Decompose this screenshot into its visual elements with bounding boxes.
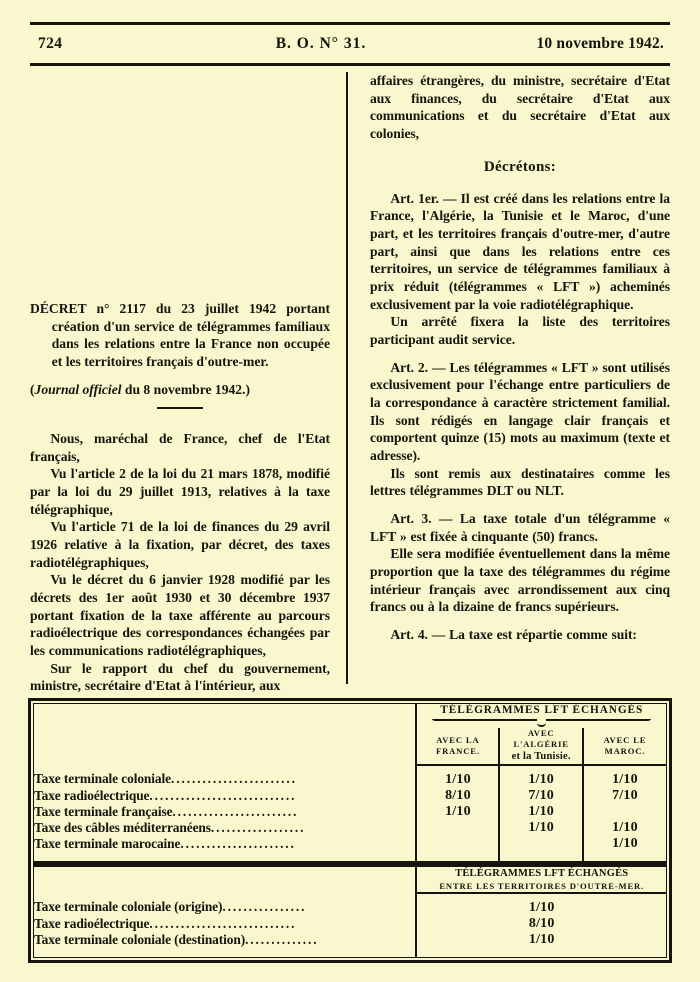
tax-distribution-tables [28, 698, 672, 963]
table1-value-3-france [416, 820, 499, 836]
table-row [34, 765, 667, 788]
table2-value-1: 8/10 [416, 916, 666, 932]
article-3-paragraph-1: Art. 3. — La taxe totale d'un télégramme « LFT » est fixée à cinquante (50) francs. [370, 511, 670, 544]
table2-row-label-0-text: Taxe terminale coloniale (origine) [34, 899, 223, 915]
preamble-paragraph-1: Nous, maréchal de France, chef de l'Etat français, [30, 431, 330, 464]
right-column [370, 72, 670, 684]
table2-row-label-1-text: Taxe radioélectrique [34, 915, 150, 931]
article-3-paragraph-2: Elle sera modifiée éventuellement dans la même proportion que la taxe des télégrammes du régime intérieur français avec arrondissement aux cinq francs ou à la dizaine de francs supérieurs. [370, 546, 670, 615]
preamble-paragraph-5-continued: affaires étrangères, du ministre, secrétaire d'Etat aux finances, du secrétaire d'Etat aux communications et du secrétaire d'Etat aux colonies, [370, 73, 670, 142]
table1-col-header-algerie-line1: AVEC L'ALGÉRIE [513, 728, 569, 750]
table2-row-leader-1: ............................ [149, 915, 297, 931]
table1-span-header-text: TÉLÉGRAMMES LFT ÉCHANGÉS [440, 704, 644, 716]
table1-row-label-2-text: Taxe terminale française [34, 803, 173, 819]
table2-row-leader-2: .............. [245, 931, 319, 947]
table-row [34, 893, 667, 916]
table1-value-2-maroc [583, 804, 667, 820]
table1-value-3-maroc: 1/10 [583, 820, 667, 836]
table-row [34, 788, 667, 804]
column-divider-rule [346, 72, 348, 684]
issue-date: 10 novembre 1942. [536, 35, 664, 52]
two-column-body [30, 72, 670, 694]
decree-title-text: n° 2117 du 23 juillet 1942 portant création d'un service de télégrammes familiaux dans les relations entre la France non occupée et les territoires français d'outre-mer. [51, 301, 330, 370]
folio-number: 724 [38, 35, 63, 52]
table2-row-label-2 [34, 932, 417, 958]
table1-row-label-1 [34, 788, 417, 804]
table2-row-label-1 [34, 916, 417, 932]
table1-row-leader-3: .................. [210, 819, 306, 835]
table1-col-header-algerie-line2: et la Tunisie. [511, 751, 571, 763]
table-row [34, 804, 667, 820]
section-dinkus-rule [157, 407, 203, 409]
table1-value-4-france [416, 836, 499, 862]
decree-lead-word: DÉCRET [30, 301, 87, 316]
decretons-heading: Décrétons: [483, 158, 557, 175]
journal-officiel-italic: Journal officiel [34, 381, 122, 397]
table1-row-label-3 [34, 820, 417, 836]
article-4-paragraph-1: Art. 4. — La taxe est répartie comme suit: [390, 627, 637, 643]
preamble-block [30, 430, 330, 695]
table1-value-0-france: 1/10 [416, 765, 499, 788]
table2-row-leader-0: ................ [222, 899, 307, 915]
table1-row-label-0-text: Taxe terminale coloniale [34, 771, 171, 787]
table2-span-header [416, 866, 666, 892]
table1-value-0-maroc: 1/10 [583, 765, 667, 788]
table-row [34, 704, 667, 729]
table1-value-1-algerie: 7/10 [499, 788, 583, 804]
article-1-paragraph-2: Un arrêté fixera la liste des territoires participant audit service. [370, 314, 670, 348]
table2-row-label-2-text: Taxe terminale coloniale (destination) [34, 931, 246, 947]
table2-empty-corner [34, 866, 417, 892]
table1-value-4-algerie [499, 836, 583, 862]
decree-heading-block [30, 300, 330, 409]
table1-row-leader-0: ........................ [170, 771, 297, 787]
table2-row-label-0 [34, 893, 417, 916]
table1-row-leader-2: ........................ [172, 803, 299, 819]
table1-row-leader-4: ...................... [180, 835, 296, 851]
preamble-paragraph-5: Sur le rapport du chef du gouvernement, ministre, secrétaire d'Etat à l'intérieur, aux [30, 660, 330, 694]
table1-empty-corner [34, 704, 417, 765]
article-2-paragraph-1: Art. 2. — Les télégrammes « LFT » sont utilisés exclusivement pour l'échange entre particuliers de la correspondance à caractère strictement familial. Ils sont rédigés en langage clair français et comportent quinze (15) mots au maximum (texte et adresse). [370, 359, 670, 464]
table1-value-1-france: 8/10 [416, 788, 499, 804]
table1-span-header [416, 704, 666, 729]
article-2-paragraph-2: Ils sont remis aux destinataires comme les lettres télégrammes DLT ou NLT. [370, 465, 670, 499]
preamble-paragraph-3: Vu l'article 71 de la loi de finances du 29 avril 1926 relative à la fixation, par décret, des taxes radiotélégraphiques, [30, 519, 330, 570]
decree-title [30, 300, 330, 371]
table1-value-0-algerie: 1/10 [499, 765, 583, 788]
masthead-bottom-rule [30, 63, 670, 66]
decorative-brace-icon [432, 719, 651, 728]
table1-col-header-france: AVEC LA FRANCE. [416, 728, 499, 765]
table-row [34, 932, 667, 958]
masthead-top-rule [30, 22, 670, 25]
table2-span-subheader-text: ENTRE LES TERRITOIRES D'OUTRE-MER. [439, 880, 645, 891]
table2-value-0: 1/10 [416, 893, 666, 916]
table-row [34, 916, 667, 932]
table-row [34, 866, 667, 892]
table1-value-3-algerie: 1/10 [499, 820, 583, 836]
table1-value-1-maroc: 7/10 [583, 788, 667, 804]
table1-row-label-0 [34, 765, 417, 788]
table1-col-header-maroc: AVEC LE MAROC. [583, 728, 667, 765]
table-lft-exchanged-between-overseas [33, 866, 667, 958]
bulletin-title: B. O. N° 31. [275, 35, 367, 52]
table2-span-header-text: TÉLÉGRAMMES LFT ÉCHANGÉS [455, 867, 629, 879]
table1-row-label-3-text: Taxe des câbles méditerranéens [34, 819, 211, 835]
table1-value-2-algerie: 1/10 [499, 804, 583, 820]
table-row [34, 836, 667, 862]
table-row [34, 820, 667, 836]
table1-row-label-1-text: Taxe radioélectrique [34, 787, 150, 803]
preamble-paragraph-4: Vu le décret du 6 janvier 1928 modifié par les décrets des 1er août 1930 et 30 décembre 1937 portant fixation de la taxe afférente au parcours radioélectrique des correspondances échangées par les communications radiotélégraphiques, [30, 572, 330, 659]
table1-value-4-maroc: 1/10 [583, 836, 667, 862]
table2-value-2: 1/10 [416, 932, 666, 958]
table-lft-exchanged-with-territories [33, 703, 667, 862]
table1-row-leader-1: ............................ [149, 787, 297, 803]
preamble-paragraph-2: Vu l'article 2 de la loi du 21 mars 1878, modifié par la loi du 29 juillet 1913, relatives à la taxe télégraphique, [30, 466, 330, 517]
table1-row-label-4-text: Taxe terminale marocaine [34, 835, 181, 851]
journal-date-text: du 8 novembre 1942.) [121, 381, 251, 397]
page-masthead [30, 22, 670, 66]
article-1-paragraph-1: Art. 1er. — Il est créé dans les relations entre la France, l'Algérie, la Tunisie et le Maroc, d'une part, et les territoires français d'outre-mer, d'autre part, ainsi que dans les relations entre ces territoires, un service de télégrammes familiaux à prix réduit (télégrammes « LFT ») acheminés exclusivement par la voie radiotélégraphique. [370, 190, 670, 312]
journal-reference [30, 382, 330, 398]
left-column [30, 72, 330, 694]
table1-row-label-4 [34, 836, 417, 862]
table1-row-label-2 [34, 804, 417, 820]
table1-value-2-france: 1/10 [416, 804, 499, 820]
journal-paren-open: ( [30, 381, 35, 397]
table1-col-header-algerie [499, 728, 583, 765]
